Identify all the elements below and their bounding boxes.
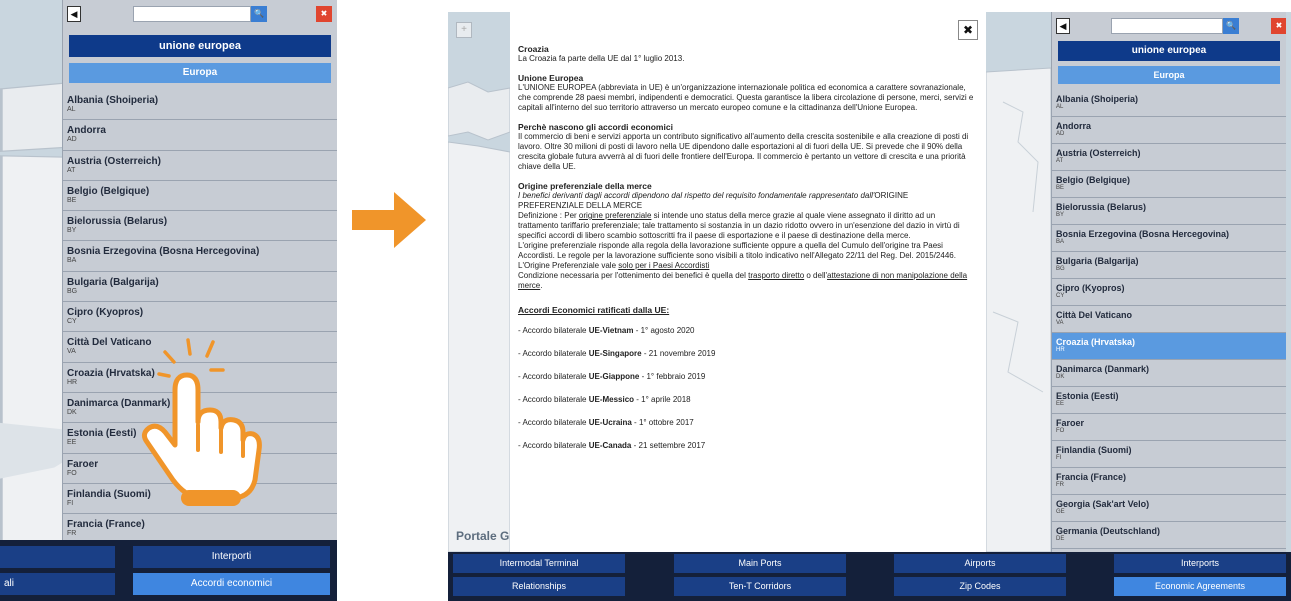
bottom-nav bbox=[0, 540, 337, 601]
agreement-parties: UE-Ucraina bbox=[588, 418, 632, 427]
country-name: Estonia (Eesti) bbox=[1056, 391, 1119, 401]
search-icon: 🔍 bbox=[254, 9, 264, 18]
country-item[interactable] bbox=[1052, 387, 1286, 414]
country-item[interactable] bbox=[1052, 225, 1286, 252]
country-code: GE bbox=[1056, 509, 1065, 515]
nav-button-ten-t-corridors[interactable]: Ten-T Corridors bbox=[674, 577, 846, 596]
country-item[interactable] bbox=[1052, 414, 1286, 441]
country-code: CY bbox=[1056, 293, 1065, 299]
country-name: Danimarca (Danmark) bbox=[1056, 364, 1150, 374]
section-origine bbox=[518, 181, 976, 291]
country-code: BA bbox=[1056, 239, 1065, 245]
country-item[interactable] bbox=[63, 302, 337, 332]
country-name: Francia (France) bbox=[1056, 472, 1127, 482]
country-name: Faroer bbox=[1056, 418, 1085, 428]
country-name: Estonia (Eesti) bbox=[67, 428, 137, 440]
country-name: Croazia (Hrvatska) bbox=[1056, 337, 1136, 347]
country-list bbox=[1052, 90, 1286, 552]
agreement-prefix: - Accordo bilaterale bbox=[518, 349, 589, 358]
nav-button-economic-agreements[interactable]: Economic Agreements bbox=[1114, 577, 1286, 596]
agreement-item bbox=[518, 349, 976, 359]
country-code: BY bbox=[1056, 212, 1065, 218]
country-name: Andorra bbox=[1056, 121, 1092, 131]
country-item[interactable] bbox=[63, 120, 337, 150]
country-code: AD bbox=[1056, 131, 1065, 137]
country-name: Bielorussia (Belarus) bbox=[67, 216, 168, 228]
country-item[interactable] bbox=[1052, 306, 1286, 333]
country-code: BA bbox=[67, 257, 77, 265]
country-item[interactable] bbox=[63, 90, 337, 120]
search-bar bbox=[1052, 18, 1286, 40]
nav-button-relationships[interactable]: Relationships bbox=[453, 577, 625, 596]
search-icon: 🔍 bbox=[1226, 21, 1236, 30]
search-button[interactable] bbox=[251, 6, 267, 22]
country-name: Bosnia Erzegovina (Bosna Hercegovina) bbox=[67, 246, 260, 258]
info-document-panel bbox=[510, 12, 986, 552]
country-item[interactable] bbox=[1052, 360, 1286, 387]
vale-text bbox=[518, 261, 976, 271]
country-code: AT bbox=[67, 166, 76, 174]
section-title: Origine preferenziale della merce bbox=[518, 181, 652, 191]
agreement-item bbox=[518, 418, 976, 428]
europa-button[interactable]: Europa bbox=[1058, 66, 1280, 84]
country-name: Albania (Shoiperia) bbox=[1056, 94, 1139, 104]
country-name: Faroer bbox=[67, 458, 99, 470]
close-button[interactable] bbox=[316, 6, 332, 22]
search-bar bbox=[63, 6, 337, 28]
country-code: VA bbox=[1056, 320, 1064, 326]
country-code: BG bbox=[1056, 266, 1065, 272]
country-item[interactable] bbox=[1052, 90, 1286, 117]
section-title: Croazia bbox=[518, 44, 549, 54]
country-item[interactable] bbox=[63, 514, 337, 540]
bottom-nav bbox=[448, 552, 1291, 601]
agreements-list bbox=[518, 326, 976, 451]
country-code: DE bbox=[1056, 536, 1065, 542]
country-code: EE bbox=[1056, 401, 1065, 407]
search-input[interactable] bbox=[1111, 18, 1223, 34]
country-name: Georgia (Sak'art Velo) bbox=[1056, 499, 1150, 509]
tap-gesture-hand-icon bbox=[135, 330, 265, 510]
origine-intro bbox=[518, 191, 976, 211]
agreement-prefix: - Accordo bilaterale bbox=[518, 441, 589, 450]
agreement-date: - 21 settembre 2017 bbox=[631, 441, 706, 450]
country-code: FR bbox=[1056, 482, 1064, 488]
country-code: FR bbox=[67, 530, 77, 538]
search-input[interactable] bbox=[133, 6, 251, 22]
close-button[interactable] bbox=[1271, 18, 1286, 34]
agreement-prefix: - Accordo bilaterale bbox=[518, 395, 589, 404]
nav-button-zip-codes[interactable]: Zip Codes bbox=[894, 577, 1066, 596]
agreement-prefix: - Accordo bilaterale bbox=[518, 372, 589, 381]
country-code: BE bbox=[1056, 185, 1065, 191]
agreement-parties: UE-Giappone bbox=[588, 372, 640, 381]
country-item[interactable] bbox=[63, 272, 337, 302]
country-code: FI bbox=[1056, 455, 1062, 461]
eu-button[interactable]: unione europea bbox=[69, 35, 331, 57]
section-unione-europea bbox=[518, 73, 976, 113]
country-code: AL bbox=[67, 106, 76, 113]
country-item[interactable] bbox=[1052, 198, 1286, 225]
country-item[interactable] bbox=[1052, 441, 1286, 468]
agreement-item bbox=[518, 395, 976, 405]
close-icon: ✖ bbox=[320, 9, 328, 18]
country-item[interactable] bbox=[1052, 171, 1286, 198]
agreement-item bbox=[518, 372, 976, 382]
section-text: La Croazia fa parte della UE dal 1° luglio 2013. bbox=[518, 54, 685, 63]
country-code: BE bbox=[67, 196, 77, 204]
country-item[interactable] bbox=[1052, 252, 1286, 279]
portal-label: Portale G bbox=[456, 529, 510, 543]
back-button[interactable] bbox=[67, 6, 81, 22]
country-code: HR bbox=[1056, 347, 1065, 353]
italic-text: I benefici derivanti dagli accordi dipendono dal rispetto del requisito fondamentale rappresentato dall' bbox=[518, 191, 875, 200]
country-name: Bielorussia (Belarus) bbox=[1056, 202, 1147, 212]
country-name: Croazia (Hrvatska) bbox=[67, 367, 155, 379]
agreement-prefix: - Accordo bilaterale bbox=[518, 418, 589, 427]
def-start: Definizione : Per bbox=[518, 211, 579, 220]
regola-text: L'origine preferenziale risponde alla regola della lavorazione sufficiente oppure a quella del Cumulo dell'origine tra Paesi Accordisti. Le regole per la lavorazione sufficiente sono visibili a titolo indicativo nell'Allegato 22/11 del Reg. Del. 2015/2446. bbox=[518, 241, 956, 260]
country-item[interactable] bbox=[63, 151, 337, 181]
country-item[interactable] bbox=[1052, 495, 1286, 522]
country-name: Città Del Vaticano bbox=[1056, 310, 1133, 320]
country-name: Bulgaria (Balgarija) bbox=[1056, 256, 1139, 266]
accordi-title: Accordi Economici ratificati dalla UE: bbox=[518, 305, 670, 315]
vale-start: L'Origine Preferenziale vale bbox=[518, 261, 619, 270]
country-item[interactable] bbox=[1052, 144, 1286, 171]
agreement-item bbox=[518, 441, 976, 451]
agreement-prefix: - Accordo bilaterale bbox=[518, 326, 589, 335]
country-item[interactable] bbox=[63, 211, 337, 241]
country-code: FO bbox=[67, 469, 77, 477]
document-close-button[interactable] bbox=[958, 20, 978, 40]
section-croazia bbox=[518, 44, 976, 64]
country-sidebar bbox=[1051, 12, 1286, 552]
country-name: Cipro (Kyopros) bbox=[1056, 283, 1125, 293]
nav-button-top-left[interactable] bbox=[0, 546, 115, 568]
section-text: L'UNIONE EUROPEA (abbreviata in UE) è un'organizzazione internazionale politica ed economica a carattere sovranazionale, che comprende 28 paesi membri, indipendenti e democratici. Questa garantisce la libera circolazione di persone, merci, servizi e capitali all'interno del suo territorio attraverso un mercato europeo comune e la cittadinanza dell'Unione Europea. bbox=[518, 83, 974, 112]
country-name: Cipro (Kyopros) bbox=[67, 307, 144, 319]
nav-button-interporti[interactable]: Interporti bbox=[133, 546, 330, 568]
nav-button-intermodal-terminal[interactable]: Intermodal Terminal bbox=[453, 554, 625, 573]
cond-mid: o dell' bbox=[804, 271, 828, 280]
country-code: AL bbox=[1056, 104, 1064, 110]
right-arrow-icon bbox=[352, 190, 427, 250]
section-perche bbox=[518, 122, 976, 172]
section-title: Unione Europea bbox=[518, 73, 584, 83]
agreement-date: - 1° febbraio 2019 bbox=[639, 372, 706, 381]
agreement-date: - 1° aprile 2018 bbox=[634, 395, 691, 404]
agreement-parties: UE-Singapore bbox=[588, 349, 642, 358]
cond-end: . bbox=[540, 281, 543, 290]
nav-button-bottom-left[interactable]: ali bbox=[0, 573, 115, 595]
attestazione-link[interactable]: attestazione di non manipolazione della merce bbox=[518, 271, 968, 290]
nav-button-main-ports[interactable]: Main Ports bbox=[674, 554, 846, 573]
country-name: Francia (France) bbox=[67, 519, 145, 531]
nav-button-interports[interactable]: Interports bbox=[1114, 554, 1286, 573]
country-code: EE bbox=[67, 439, 77, 447]
country-name: Belgio (Belgique) bbox=[1056, 175, 1130, 185]
agreement-parties: UE-Canada bbox=[588, 441, 632, 450]
country-code: FO bbox=[1056, 428, 1065, 434]
back-button[interactable] bbox=[1056, 18, 1070, 34]
cond-start: Condizione necessaria per l'ottenimento dei benefici è quella del bbox=[518, 271, 749, 280]
country-item[interactable] bbox=[1052, 333, 1286, 360]
nav-button-accordi-economici[interactable]: Accordi economici bbox=[133, 573, 330, 595]
country-name: Albania (Shoiperia) bbox=[67, 95, 159, 106]
country-code: HR bbox=[67, 378, 78, 386]
country-code: BY bbox=[67, 227, 77, 235]
trasporto-diretto-link[interactable]: trasporto diretto bbox=[748, 271, 805, 280]
country-code: AD bbox=[67, 136, 77, 144]
eu-button[interactable]: unione europea bbox=[1058, 41, 1280, 61]
country-name: Belgio (Belgique) bbox=[67, 185, 150, 197]
zoom-in-button[interactable] bbox=[456, 22, 472, 38]
country-name: Austria (Osterreich) bbox=[1056, 148, 1141, 158]
search-button[interactable] bbox=[1223, 18, 1239, 34]
country-code: DK bbox=[67, 408, 77, 416]
paesi-accordisti-link[interactable]: solo per i Paesi Accordisti bbox=[618, 261, 710, 270]
country-code: CY bbox=[67, 318, 77, 326]
country-name: Bosnia Erzegovina (Bosna Hercegovina) bbox=[1056, 229, 1230, 239]
left-screenshot-panel bbox=[0, 0, 337, 601]
definition-text bbox=[518, 211, 976, 241]
origine-caps: ORIGINE PREFERENZIALE DELLA MERCE bbox=[518, 191, 909, 210]
def-rest: si intende uno status della merce grazie al quale viene assegnato il diritto ad un trattamento tariffario preferenziale; tale trattamento si sostanzia in un dazio ridotto ovvero in un'esenzione del dazio in virtù di specifici accordi di libero scambio sottoscritti fra il paese di esportazione e il paese di destinazione della merce. bbox=[518, 211, 960, 240]
nav-button-airports[interactable]: Airports bbox=[894, 554, 1066, 573]
country-item[interactable] bbox=[63, 181, 337, 211]
section-text: Il commercio di beni e servizi apporta un contributo significativo all'aumento della crescita sostenibile e alla creazione di posti di lavoro. Oltre 30 milioni di posti di lavoro nella UE dipendono dalle esportazioni al di fuori della UE. Si prevede che il 90% della crescita globale futura avverrà al di fuori delle frontiere dell'Europa. Il commercio è pertanto un vettore di crescita e una priorità chiave della UE. bbox=[518, 132, 969, 171]
country-item[interactable] bbox=[63, 241, 337, 271]
country-name: Danimarca (Danmark) bbox=[67, 397, 171, 409]
plus-icon: + bbox=[461, 24, 467, 35]
country-code: FI bbox=[67, 499, 74, 507]
agreement-item bbox=[518, 326, 976, 336]
country-name: Finlandia (Suomi) bbox=[1056, 445, 1132, 455]
europa-button[interactable]: Europa bbox=[69, 63, 331, 83]
agreement-date: - 21 novembre 2019 bbox=[641, 349, 716, 358]
country-name: Finlandia (Suomi) bbox=[67, 488, 151, 500]
country-code: BG bbox=[67, 287, 78, 295]
country-item[interactable] bbox=[1052, 468, 1286, 495]
country-code: VA bbox=[67, 348, 76, 356]
back-arrow-icon: ◀ bbox=[70, 9, 78, 19]
country-code: DK bbox=[1056, 374, 1065, 380]
country-name: Andorra bbox=[67, 125, 106, 137]
origine-preferenziale-link[interactable]: origine preferenziale bbox=[578, 211, 652, 220]
section-title: Perchè nascono gli accordi economici bbox=[518, 122, 673, 132]
country-name: Germania (Deutschland) bbox=[1056, 526, 1161, 536]
close-icon: ✖ bbox=[962, 23, 974, 37]
agreement-parties: UE-Vietnam bbox=[588, 326, 634, 335]
agreement-parties: UE-Messico bbox=[588, 395, 635, 404]
agreement-date: - 1° agosto 2020 bbox=[633, 326, 695, 335]
right-screenshot-panel bbox=[448, 12, 1291, 601]
back-arrow-icon: ◀ bbox=[1059, 21, 1067, 31]
close-icon: ✖ bbox=[1275, 21, 1283, 30]
country-name: Città Del Vaticano bbox=[67, 337, 152, 349]
agreement-date: - 1° ottobre 2017 bbox=[631, 418, 694, 427]
country-item[interactable] bbox=[1052, 117, 1286, 144]
condizione-text bbox=[518, 271, 976, 291]
country-name: Austria (Osterreich) bbox=[67, 155, 161, 167]
country-name: Bulgaria (Balgarija) bbox=[67, 276, 159, 288]
country-item[interactable] bbox=[1052, 279, 1286, 306]
country-item[interactable] bbox=[1052, 522, 1286, 549]
country-code: AT bbox=[1056, 158, 1064, 164]
